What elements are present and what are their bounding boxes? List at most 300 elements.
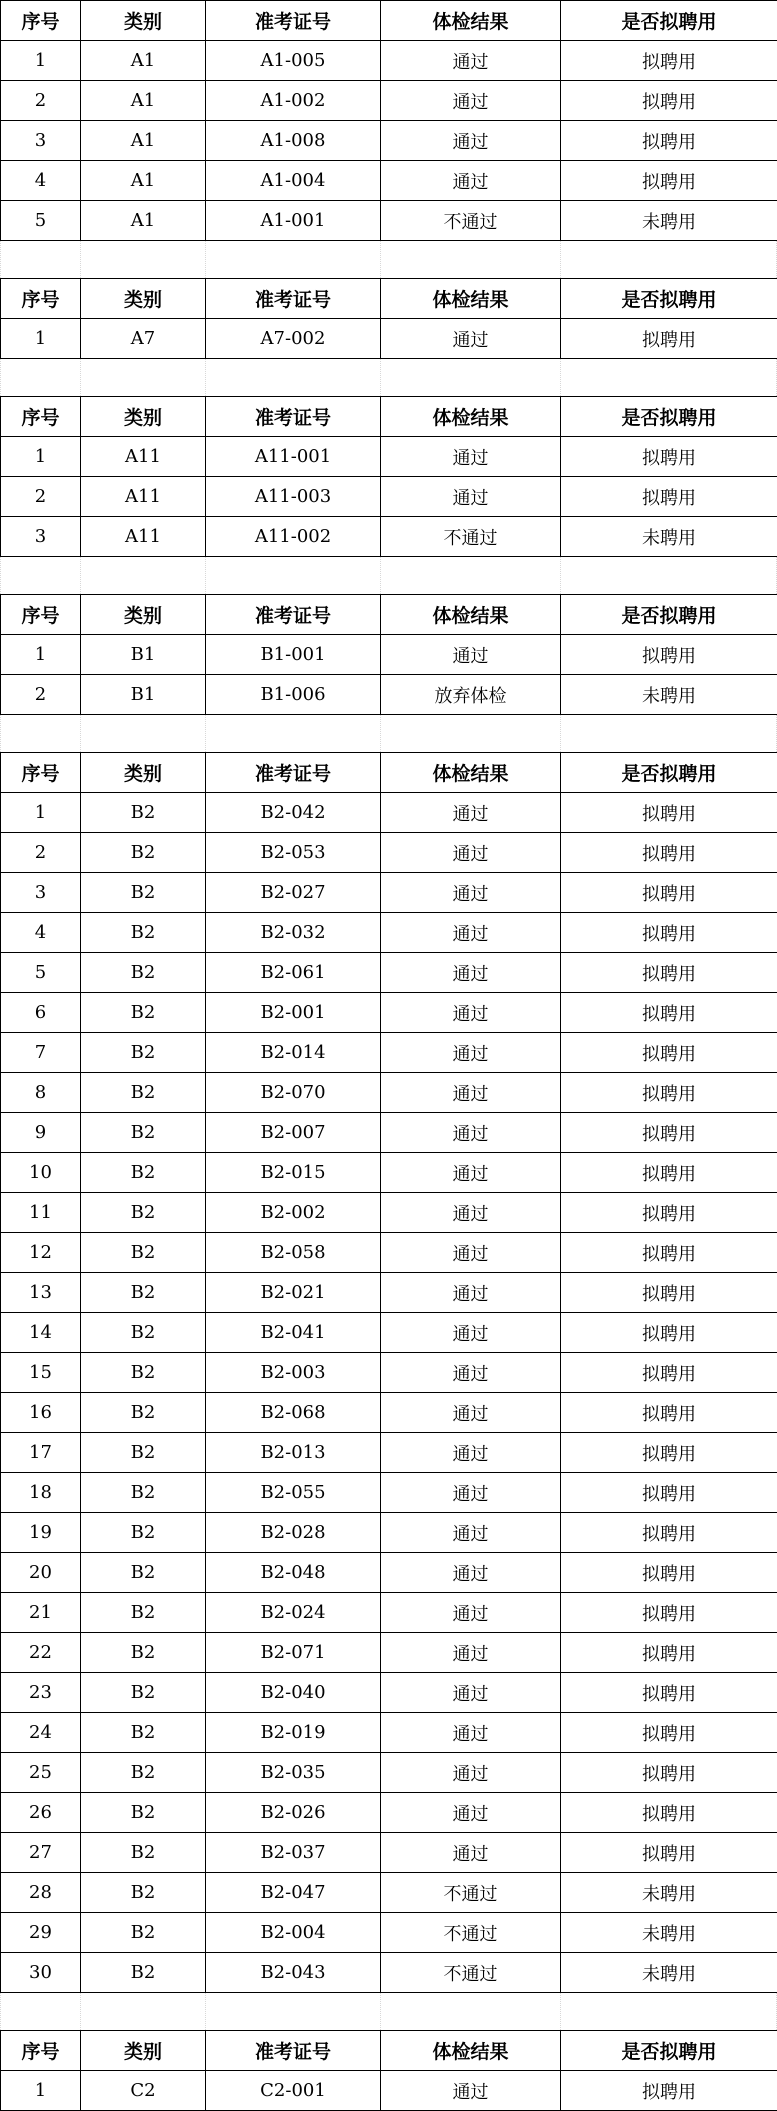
column-header: 准考证号 [206,397,381,437]
ticket-number-cell: C2-001 [206,2071,381,2111]
category-cell: A1 [81,201,206,241]
group-spacer [0,715,777,752]
category-cell: B2 [81,1793,206,1833]
column-header: 序号 [1,2031,81,2071]
spacer-gridline [0,715,1,752]
category-cell: B2 [81,1713,206,1753]
seq-cell: 3 [1,517,81,557]
hire-status-cell: 拟聘用 [561,319,777,359]
exam-result-cell: 通过 [381,1273,561,1313]
exam-result-cell: 通过 [381,161,561,201]
category-cell: B2 [81,913,206,953]
spacer-gridline [80,359,81,396]
hire-status-cell: 未聘用 [561,675,777,715]
category-cell: B2 [81,1273,206,1313]
table-row [1,121,777,161]
hire-status-cell: 拟聘用 [561,1233,777,1273]
column-header: 类别 [81,753,206,793]
spacer-gridline [560,715,561,752]
spacer-gridline [560,241,561,278]
hire-status-cell: 拟聘用 [561,161,777,201]
exam-result-cell: 通过 [381,81,561,121]
group-spacer [0,1993,777,2030]
seq-cell: 6 [1,993,81,1033]
seq-cell: 25 [1,1753,81,1793]
ticket-number-cell: B2-026 [206,1793,381,1833]
category-cell: B2 [81,1153,206,1193]
hire-status-cell: 未聘用 [561,1913,777,1953]
column-header: 序号 [1,595,81,635]
hire-status-cell: 拟聘用 [561,1433,777,1473]
spacer-gridline [0,359,1,396]
result-table [0,396,777,557]
ticket-number-cell: B2-070 [206,1073,381,1113]
seq-cell: 13 [1,1273,81,1313]
result-table [0,0,777,241]
spacer-gridline [0,557,1,594]
exam-result-cell: 通过 [381,993,561,1033]
ticket-number-cell: B2-055 [206,1473,381,1513]
hire-status-cell: 未聘用 [561,1953,777,1993]
ticket-number-cell: A7-002 [206,319,381,359]
spacer-gridline [380,715,381,752]
category-cell: A11 [81,477,206,517]
category-cell: B2 [81,1753,206,1793]
exam-result-cell: 通过 [381,873,561,913]
seq-cell: 15 [1,1353,81,1393]
table-header-row [1,1,777,41]
table-row [1,1953,777,1993]
ticket-number-cell: A1-001 [206,201,381,241]
table-row [1,993,777,1033]
column-header: 类别 [81,1,206,41]
column-header: 序号 [1,1,81,41]
table-row [1,1153,777,1193]
hire-status-cell: 拟聘用 [561,913,777,953]
table-row [1,1033,777,1073]
category-cell: B1 [81,635,206,675]
table-row [1,1593,777,1633]
table-row [1,81,777,121]
category-cell: B2 [81,833,206,873]
table-row [1,1713,777,1753]
column-header: 体检结果 [381,753,561,793]
ticket-number-cell: B2-041 [206,1313,381,1353]
spacer-gridline [205,557,206,594]
exam-result-cell: 通过 [381,1473,561,1513]
exam-result-cell: 通过 [381,1713,561,1753]
category-cell: B2 [81,1513,206,1553]
hire-status-cell: 拟聘用 [561,1513,777,1553]
hire-status-cell: 拟聘用 [561,1353,777,1393]
ticket-number-cell: A11-003 [206,477,381,517]
column-header: 是否拟聘用 [561,2031,777,2071]
category-cell: B2 [81,1073,206,1113]
hire-status-cell: 拟聘用 [561,437,777,477]
seq-cell: 4 [1,161,81,201]
hire-status-cell: 未聘用 [561,517,777,557]
category-cell: A1 [81,161,206,201]
ticket-number-cell: B2-021 [206,1273,381,1313]
category-cell: B2 [81,1193,206,1233]
hire-status-cell: 拟聘用 [561,1153,777,1193]
ticket-number-cell: B2-001 [206,993,381,1033]
spacer-gridline [560,359,561,396]
group-spacer [0,241,777,278]
column-header: 序号 [1,279,81,319]
ticket-number-cell: A1-008 [206,121,381,161]
category-cell: A1 [81,121,206,161]
table-row [1,477,777,517]
column-header: 体检结果 [381,595,561,635]
exam-result-cell: 通过 [381,953,561,993]
exam-result-cell: 通过 [381,1073,561,1113]
column-header: 准考证号 [206,595,381,635]
table-row [1,1073,777,1113]
category-cell: A11 [81,517,206,557]
seq-cell: 29 [1,1913,81,1953]
seq-cell: 17 [1,1433,81,1473]
ticket-number-cell: B2-027 [206,873,381,913]
exam-result-cell: 通过 [381,437,561,477]
table-row [1,1913,777,1953]
hire-status-cell: 拟聘用 [561,81,777,121]
table-row [1,161,777,201]
ticket-number-cell: B2-032 [206,913,381,953]
seq-cell: 26 [1,1793,81,1833]
hire-status-cell: 拟聘用 [561,1633,777,1673]
exam-result-cell: 通过 [381,121,561,161]
hire-status-cell: 拟聘用 [561,1793,777,1833]
column-header: 准考证号 [206,279,381,319]
exam-result-cell: 通过 [381,1513,561,1553]
table-row [1,873,777,913]
hire-status-cell: 拟聘用 [561,953,777,993]
exam-result-cell: 通过 [381,319,561,359]
spacer-gridline [80,1993,81,2030]
ticket-number-cell: B2-035 [206,1753,381,1793]
table-row [1,319,777,359]
seq-cell: 12 [1,1233,81,1273]
hire-status-cell: 拟聘用 [561,1593,777,1633]
group-spacer [0,359,777,396]
column-header: 是否拟聘用 [561,595,777,635]
category-cell: B2 [81,1913,206,1953]
hire-status-cell: 拟聘用 [561,635,777,675]
exam-result-cell: 通过 [381,41,561,81]
hire-status-cell: 拟聘用 [561,1553,777,1593]
ticket-number-cell: B2-014 [206,1033,381,1073]
ticket-number-cell: B2-061 [206,953,381,993]
column-header: 体检结果 [381,279,561,319]
exam-result-cell: 通过 [381,477,561,517]
ticket-number-cell: B2-068 [206,1393,381,1433]
table-row [1,635,777,675]
exam-result-cell: 通过 [381,1553,561,1593]
column-header: 类别 [81,595,206,635]
table-row [1,1833,777,1873]
ticket-number-cell: B2-040 [206,1673,381,1713]
column-header: 类别 [81,279,206,319]
result-table [0,594,777,715]
table-row [1,793,777,833]
category-cell: B2 [81,1113,206,1153]
category-cell: B2 [81,1353,206,1393]
hire-status-cell: 拟聘用 [561,1713,777,1753]
seq-cell: 19 [1,1513,81,1553]
hire-status-cell: 拟聘用 [561,2071,777,2111]
column-header: 是否拟聘用 [561,1,777,41]
exam-result-cell: 通过 [381,793,561,833]
column-header: 体检结果 [381,1,561,41]
spacer-gridline [560,557,561,594]
ticket-number-cell: B2-019 [206,1713,381,1753]
category-cell: B2 [81,1233,206,1273]
ticket-number-cell: B2-071 [206,1633,381,1673]
exam-result-cell: 不通过 [381,1873,561,1913]
ticket-number-cell: A11-001 [206,437,381,477]
table-row [1,1513,777,1553]
ticket-number-cell: B1-006 [206,675,381,715]
table-row [1,833,777,873]
result-table [0,752,777,1993]
ticket-number-cell: A1-002 [206,81,381,121]
spacer-gridline [205,715,206,752]
exam-result-cell: 通过 [381,1633,561,1673]
category-cell: B2 [81,993,206,1033]
hire-status-cell: 拟聘用 [561,1833,777,1873]
seq-cell: 20 [1,1553,81,1593]
category-cell: A11 [81,437,206,477]
category-cell: B2 [81,1433,206,1473]
ticket-number-cell: B2-058 [206,1233,381,1273]
category-cell: B2 [81,1953,206,1993]
seq-cell: 7 [1,1033,81,1073]
table-row [1,1273,777,1313]
exam-result-cell: 通过 [381,833,561,873]
table-row [1,1633,777,1673]
table-header-row [1,595,777,635]
exam-result-cell: 放弃体检 [381,675,561,715]
ticket-number-cell: A11-002 [206,517,381,557]
table-row [1,1873,777,1913]
spacer-gridline [560,1993,561,2030]
column-header: 是否拟聘用 [561,279,777,319]
seq-cell: 24 [1,1713,81,1753]
hire-status-cell: 拟聘用 [561,1113,777,1153]
spacer-gridline [80,557,81,594]
table-row [1,1233,777,1273]
table-row [1,1473,777,1513]
spacer-gridline [205,241,206,278]
seq-cell: 2 [1,81,81,121]
result-table [0,278,777,359]
seq-cell: 10 [1,1153,81,1193]
category-cell: A1 [81,41,206,81]
spacer-gridline [80,241,81,278]
table-row [1,1393,777,1433]
exam-result-cell: 通过 [381,1673,561,1713]
table-row [1,201,777,241]
category-cell: B2 [81,1593,206,1633]
column-header: 序号 [1,753,81,793]
column-header: 是否拟聘用 [561,397,777,437]
table-row [1,437,777,477]
exam-result-cell: 通过 [381,1113,561,1153]
exam-result-cell: 通过 [381,1393,561,1433]
ticket-number-cell: B2-015 [206,1153,381,1193]
column-header: 类别 [81,397,206,437]
table-row [1,1353,777,1393]
category-cell: B2 [81,793,206,833]
seq-cell: 4 [1,913,81,953]
exam-result-cell: 不通过 [381,201,561,241]
hire-status-cell: 拟聘用 [561,1313,777,1353]
table-header-row [1,2031,777,2071]
ticket-number-cell: A1-004 [206,161,381,201]
seq-cell: 2 [1,477,81,517]
ticket-number-cell: B2-003 [206,1353,381,1393]
seq-cell: 5 [1,201,81,241]
spacer-gridline [205,359,206,396]
exam-result-cell: 不通过 [381,1953,561,1993]
seq-cell: 1 [1,319,81,359]
table-row [1,1753,777,1793]
hire-status-cell: 拟聘用 [561,1753,777,1793]
exam-result-cell: 通过 [381,1193,561,1233]
seq-cell: 2 [1,833,81,873]
spacer-gridline [380,241,381,278]
seq-cell: 16 [1,1393,81,1433]
exam-result-cell: 通过 [381,1233,561,1273]
category-cell: A1 [81,81,206,121]
hire-status-cell: 拟聘用 [561,793,777,833]
category-cell: B1 [81,675,206,715]
seq-cell: 18 [1,1473,81,1513]
column-header: 体检结果 [381,2031,561,2071]
seq-cell: 11 [1,1193,81,1233]
table-row [1,517,777,557]
spacer-gridline [205,1993,206,2030]
hire-status-cell: 拟聘用 [561,833,777,873]
category-cell: B2 [81,873,206,913]
table-row [1,2071,777,2111]
ticket-number-cell: B2-053 [206,833,381,873]
table-row [1,1673,777,1713]
ticket-number-cell: B2-007 [206,1113,381,1153]
exam-result-cell: 通过 [381,1313,561,1353]
hire-status-cell: 拟聘用 [561,873,777,913]
table-row [1,1793,777,1833]
exam-result-cell: 通过 [381,1753,561,1793]
column-header: 类别 [81,2031,206,2071]
category-cell: B2 [81,1873,206,1913]
seq-cell: 3 [1,873,81,913]
spacer-gridline [380,1993,381,2030]
hire-status-cell: 拟聘用 [561,1473,777,1513]
table-row [1,953,777,993]
ticket-number-cell: B2-024 [206,1593,381,1633]
category-cell: B2 [81,1033,206,1073]
table-header-row [1,279,777,319]
seq-cell: 8 [1,1073,81,1113]
seq-cell: 30 [1,1953,81,1993]
ticket-number-cell: B2-013 [206,1433,381,1473]
group-spacer [0,557,777,594]
hire-status-cell: 拟聘用 [561,477,777,517]
seq-cell: 2 [1,675,81,715]
ticket-number-cell: B1-001 [206,635,381,675]
column-header: 序号 [1,397,81,437]
category-cell: B2 [81,953,206,993]
table-row [1,1193,777,1233]
hire-status-cell: 拟聘用 [561,1673,777,1713]
ticket-number-cell: A1-005 [206,41,381,81]
column-header: 准考证号 [206,1,381,41]
exam-result-cell: 通过 [381,1833,561,1873]
table-header-row [1,753,777,793]
category-cell: B2 [81,1393,206,1433]
seq-cell: 1 [1,635,81,675]
exam-result-cell: 通过 [381,1153,561,1193]
table-row [1,41,777,81]
category-cell: B2 [81,1473,206,1513]
ticket-number-cell: B2-043 [206,1953,381,1993]
category-cell: B2 [81,1553,206,1593]
seq-cell: 21 [1,1593,81,1633]
category-cell: B2 [81,1633,206,1673]
hire-status-cell: 拟聘用 [561,1393,777,1433]
category-cell: B2 [81,1833,206,1873]
seq-cell: 28 [1,1873,81,1913]
seq-cell: 14 [1,1313,81,1353]
exam-result-cell: 通过 [381,2071,561,2111]
seq-cell: 3 [1,121,81,161]
table-row [1,1313,777,1353]
table-header-row [1,397,777,437]
exam-result-cell: 通过 [381,1433,561,1473]
ticket-number-cell: B2-047 [206,1873,381,1913]
ticket-number-cell: B2-037 [206,1833,381,1873]
table-row [1,675,777,715]
table-row [1,1553,777,1593]
table-row [1,1113,777,1153]
column-header: 准考证号 [206,753,381,793]
seq-cell: 9 [1,1113,81,1153]
seq-cell: 23 [1,1673,81,1713]
seq-cell: 1 [1,2071,81,2111]
spacer-gridline [80,715,81,752]
hire-status-cell: 未聘用 [561,1873,777,1913]
result-table [0,2030,777,2111]
table-row [1,913,777,953]
ticket-number-cell: B2-004 [206,1913,381,1953]
hire-status-cell: 拟聘用 [561,1273,777,1313]
spacer-gridline [380,557,381,594]
seq-cell: 1 [1,793,81,833]
hire-status-cell: 拟聘用 [561,993,777,1033]
category-cell: B2 [81,1673,206,1713]
spacer-gridline [0,241,1,278]
seq-cell: 5 [1,953,81,993]
exam-result-cell: 通过 [381,1793,561,1833]
seq-cell: 22 [1,1633,81,1673]
hire-status-cell: 拟聘用 [561,121,777,161]
column-header: 是否拟聘用 [561,753,777,793]
column-header: 体检结果 [381,397,561,437]
seq-cell: 1 [1,41,81,81]
ticket-number-cell: B2-002 [206,1193,381,1233]
